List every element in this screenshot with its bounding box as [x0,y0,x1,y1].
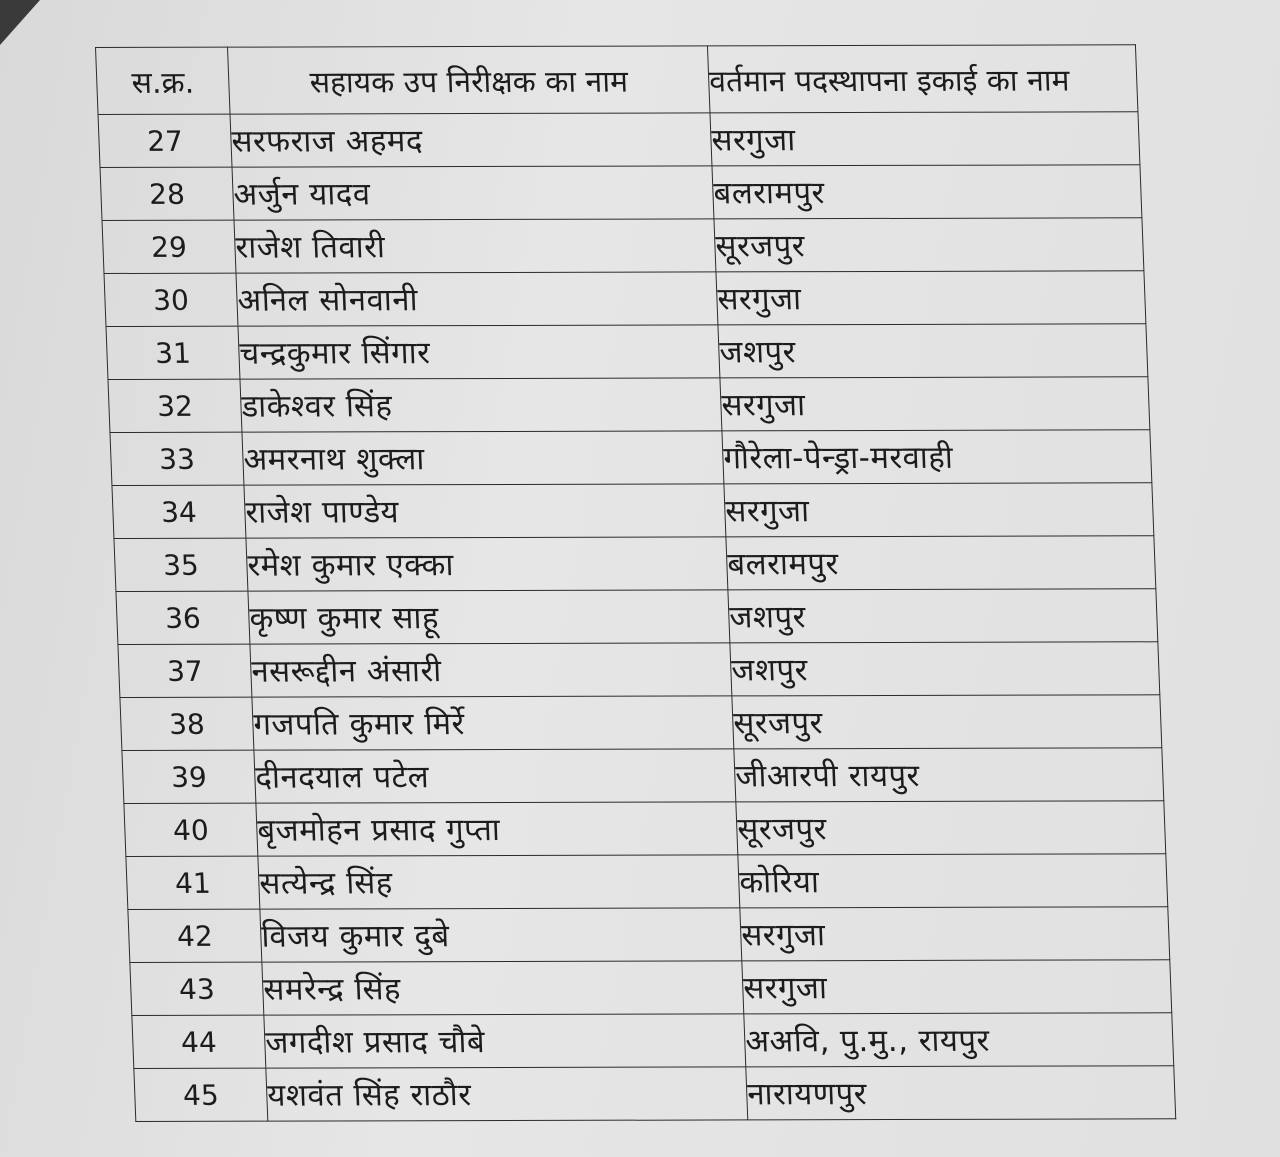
document-sheet [95,44,1178,1137]
serial-number-cell: 43 [130,962,264,1015]
table-row [104,271,1146,327]
serial-number-cell: 32 [108,379,242,432]
serial-number-cell: 38 [120,697,254,750]
page-corner-shadow [0,0,40,45]
table-row [108,377,1150,433]
posting-unit-cell: सूरजपुर [736,801,1166,855]
header-row [96,45,1138,115]
officer-name-cell: कृष्ण कुमार साहू [248,590,730,644]
serial-number-cell: 29 [102,220,236,273]
table-row [132,1013,1174,1069]
officer-name-cell: दीनदयाल पटेल [254,749,736,803]
table-row [112,483,1154,539]
posting-unit-cell: सरगुजा [710,112,1140,166]
table-row [102,218,1144,274]
table-body [98,112,1176,1122]
serial-number-cell: 36 [116,591,250,644]
officer-name-header: सहायक उप निरीक्षक का नाम [228,46,710,114]
serial-number-cell: 33 [110,432,244,485]
serial-number-cell: 44 [132,1015,266,1068]
posting-unit-cell: सूरजपुर [732,695,1162,749]
posting-unit-cell: सरगुजा [716,271,1146,325]
table-row [116,589,1158,645]
posting-unit-cell: जशपुर [730,642,1160,696]
serial-number-cell: 45 [134,1068,268,1121]
table-row [124,801,1166,857]
posting-unit-header: वर्तमान पदस्थापना इकाई का नाम [707,45,1137,113]
posting-unit-cell: नारायणपुर [746,1066,1176,1120]
serial-number-cell: 40 [124,803,258,856]
serial-number-cell: 31 [106,326,240,379]
table-row [100,165,1142,221]
table-header [96,45,1138,115]
posting-unit-cell: सरगुजा [724,483,1154,537]
officer-name-cell: नसरूद्दीन अंसारी [250,643,732,697]
serial-number-cell: 28 [100,167,234,220]
posting-unit-cell: जशपुर [728,589,1158,643]
officer-name-cell: डाकेश्वर सिंह [240,378,722,432]
posting-unit-cell: जीआरपी रायपुर [734,748,1164,802]
serial-number-cell: 37 [118,644,252,697]
table-row [122,748,1164,804]
officer-name-cell: सत्येन्द्र सिंह [258,855,740,909]
serial-number-cell: 34 [112,485,246,538]
table-row [114,536,1156,592]
officer-name-cell: यशवंत सिंह राठौर [266,1067,748,1121]
serial-number-cell: 39 [122,750,256,803]
serial-number-cell: 35 [114,538,248,591]
posting-unit-cell: बलरामपुर [726,536,1156,590]
posting-unit-cell: गौरेला-पेन्ड्रा-मरवाही [722,430,1152,484]
posting-unit-cell: कोरिया [738,854,1168,908]
table-row [118,642,1160,698]
officer-name-cell: बृजमोहन प्रसाद गुप्ता [256,802,738,856]
officer-name-cell: राजेश तिवारी [234,219,716,273]
officer-posting-table [95,44,1176,1122]
officer-name-cell: अमरनाथ शुक्ला [242,431,724,485]
officer-name-cell: सरफराज अहमद [230,113,712,167]
posting-unit-cell: अअवि, पु.मु., रायपुर [744,1013,1174,1067]
posting-unit-cell: जशपुर [718,324,1148,378]
posting-unit-cell: सरगुजा [740,907,1170,961]
posting-unit-cell: सूरजपुर [714,218,1144,272]
officer-name-cell: अर्जुन यादव [232,166,714,220]
table-row [120,695,1162,751]
officer-name-cell: जगदीश प्रसाद चौबे [264,1014,746,1068]
serial-number-header: स.क्र. [96,47,231,114]
officer-name-cell: चन्द्रकुमार सिंगार [238,325,720,379]
table-row [130,960,1172,1016]
officer-name-cell: समरेन्द्र सिंह [262,961,744,1015]
table-row [128,907,1170,963]
posting-unit-cell: सरगुजा [720,377,1150,431]
officer-name-cell: विजय कुमार दुबे [260,908,742,962]
posting-unit-cell: सरगुजा [742,960,1172,1014]
serial-number-cell: 42 [128,909,262,962]
serial-number-cell: 41 [126,856,260,909]
table-row [110,430,1152,486]
table-row [98,112,1140,168]
posting-unit-cell: बलरामपुर [712,165,1142,219]
table-row [106,324,1148,380]
officer-name-cell: राजेश पाण्डेय [244,484,726,538]
officer-name-cell: रमेश कुमार एक्का [246,537,728,591]
table-row [134,1066,1176,1122]
officer-name-cell: गजपति कुमार मिर्रे [252,696,734,750]
serial-number-cell: 27 [98,114,232,167]
table-row [126,854,1168,910]
officer-name-cell: अनिल सोनवानी [236,272,718,326]
serial-number-cell: 30 [104,273,238,326]
